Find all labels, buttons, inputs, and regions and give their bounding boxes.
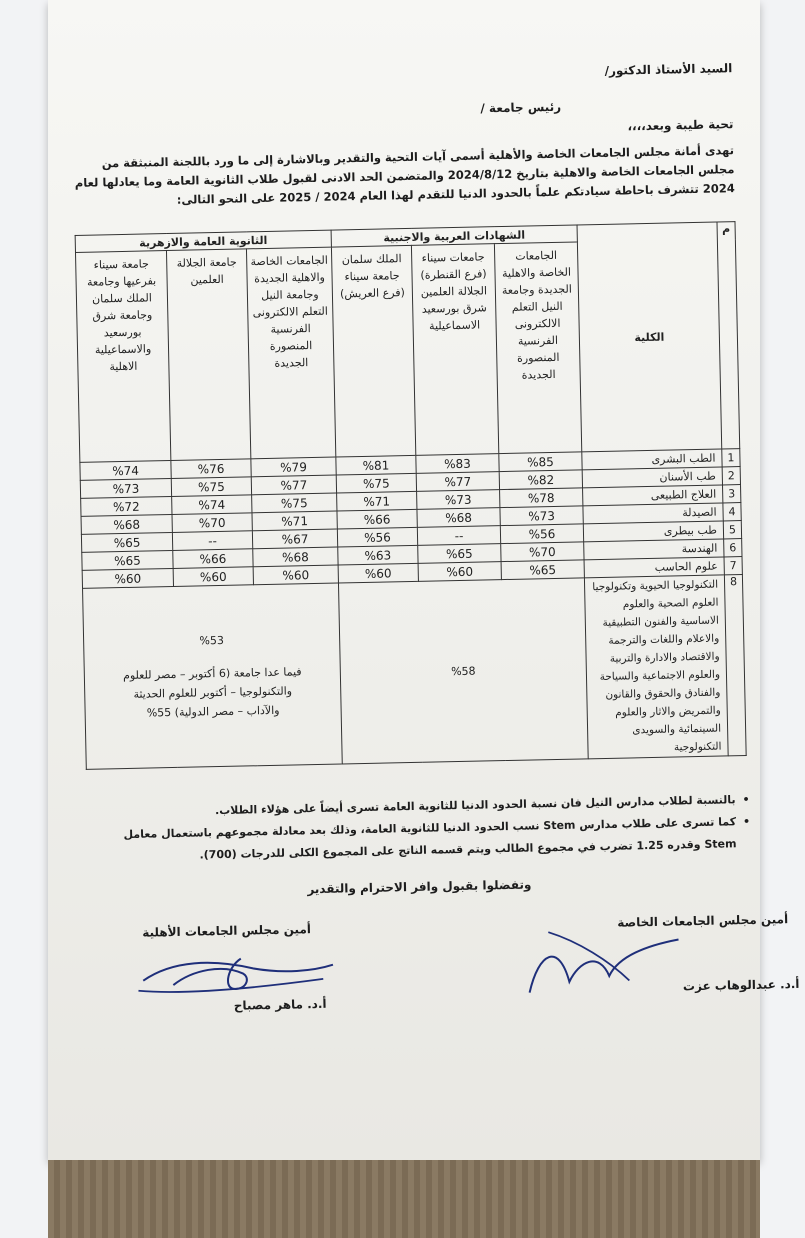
- row-index: 1: [722, 449, 740, 467]
- value-cell: %70: [501, 542, 584, 562]
- value-cell: %67: [252, 529, 337, 549]
- value-cell: %65: [82, 550, 173, 570]
- row-index: 3: [722, 485, 740, 503]
- value-cell: %71: [337, 491, 417, 511]
- signature-right-name: أ.د. عبدالوهاب عزت: [682, 976, 800, 994]
- value-cell: %66: [337, 509, 417, 529]
- value-cell: %65: [81, 532, 172, 552]
- signature-left-name: أ.د. ماهر مصباح: [233, 996, 327, 1013]
- value-cell: %65: [418, 544, 501, 564]
- thanaweya-value: %53: [199, 633, 225, 648]
- value-cell: %73: [417, 490, 500, 510]
- letter-page: [63, 0, 800, 1157]
- sub-header: جامعة سيناء بفرعيها وجامعة الملك سلمان وجامعة شرق بورسعيد والاسماعيلية الاهلية: [75, 251, 170, 463]
- value-cell: %78: [500, 488, 583, 508]
- faculty-name: علوم الحاسب: [584, 557, 724, 578]
- value-cell: %75: [252, 493, 337, 513]
- value-cell: %75: [336, 473, 416, 493]
- value-cell: %75: [171, 477, 251, 497]
- value-cell: %56: [337, 527, 417, 547]
- value-cell: %85: [499, 452, 582, 472]
- value-cell: --: [172, 531, 252, 551]
- table-row-other-faculties: [83, 575, 747, 770]
- col-faculty-header: الكلية: [577, 222, 722, 452]
- faculty-name: العلاج الطبيعى: [583, 485, 723, 506]
- row-index: 8: [724, 575, 746, 756]
- thanaweya-value-cell: [83, 583, 343, 769]
- salutation: السيد الأستاذ الدكتور/: [604, 61, 733, 78]
- group-foreign-header: الشهادات العربية والاجنبية: [331, 225, 577, 247]
- notes-list: [110, 789, 751, 868]
- value-cell: %60: [418, 562, 501, 582]
- row-index: 6: [724, 539, 742, 557]
- value-cell: %77: [416, 472, 499, 492]
- faculty-name: الهندسة: [584, 539, 724, 560]
- col-index-header: م: [717, 222, 740, 449]
- value-cell: %74: [80, 460, 171, 480]
- row-index: 7: [724, 557, 742, 575]
- admission-table: [75, 221, 747, 770]
- value-cell: %68: [417, 508, 500, 528]
- value-cell: %79: [251, 457, 336, 477]
- sub-header: جامعات سيناء (فرع القنطرة) الجلالة العلمين شرق بورسعيد الاسماعيلية: [411, 244, 498, 456]
- faculty-name: الطب البشرى: [582, 449, 722, 470]
- signature-right-title: أمين مجلس الجامعات الخاصة: [617, 912, 789, 930]
- value-cell: %60: [173, 567, 253, 587]
- sub-header: الملك سلمان جامعة سيناء (فرع العريش): [331, 245, 415, 457]
- value-cell: %74: [172, 495, 252, 515]
- value-cell: %68: [253, 547, 338, 567]
- value-cell: --: [417, 526, 500, 546]
- note-item: • كما تسرى على طلاب مدارس Stem نسب الحدود الدنيا للثانوية العامة، وذلك بعد معادلة مجموعهم باستعمال معامل Stem وقدره 1.25 تضرب في مجموع الطالب ويتم قسمه الناتج على المجموع الكلى للدرجات (700).: [110, 811, 751, 868]
- value-cell: %66: [173, 549, 253, 569]
- signature-left-title: أمين مجلس الجامعات الأهلية: [142, 922, 312, 940]
- value-cell: %72: [81, 496, 172, 516]
- value-cell: %81: [336, 455, 416, 475]
- body-paragraph: تهدى أمانة مجلس الجامعات الخاصة والأهلية أسمى آيات التحية والتقدير وبالاشارة إلى ما ورد باللجنة المنبثقة من مجلس الجامعات الخاصة والاهلية بتاريخ 2024/8/12 والمتضمن الحد الادنى لقبول طلاب الثانوية العامة وما يعادلها لعام 2024 تتشرف باحاطة سيادتكم علماً بالحدود الدنيا للتقدم لهذا العام 2024 / 2025 على النحو التالى:: [74, 143, 735, 207]
- value-cell: %60: [338, 563, 418, 583]
- foreign-value-cell: %58: [338, 578, 588, 764]
- value-cell: %82: [499, 470, 582, 490]
- value-cell: %60: [82, 568, 173, 588]
- row-index: 2: [722, 467, 740, 485]
- value-cell: %73: [80, 478, 171, 498]
- value-cell: %63: [338, 545, 418, 565]
- desk-surface: [48, 1160, 760, 1238]
- value-cell: %73: [500, 506, 583, 526]
- signature-left-scribble: [132, 937, 343, 1001]
- note-item: • بالنسبة لطلاب مدارس النيل فان نسبة الحدود الدنيا للثانوية العامة تسرى أيضاً على هؤلاء الطلاب.: [110, 789, 750, 824]
- closing-line: وتفضلوا بقبول وافر الاحترام والتقدير: [307, 877, 532, 897]
- faculty-name: التكنولوجيا الحيوية وتكنولوجيا العلوم الصحية والعلوم الاساسية والفنون التطبيقية والاعلام واللغات والترجمة والاقتصاد والادارة والتربية والعلوم الاجتماعية والسياحة والفنادق والحقوق والقانون والتمريض والاثار والعلوم السينمائية والسويدى التكنولوجية: [584, 575, 728, 759]
- sub-header: الجامعات الخاصة والاهلية الجديدة وجامعة النيل التعلم الالكترونى الفرنسية المنصورة الجديدة: [246, 247, 335, 459]
- value-cell: %70: [172, 513, 252, 533]
- faculty-name: طب الأسنان: [582, 467, 722, 488]
- value-cell: %68: [81, 514, 172, 534]
- faculty-name: طب بيطرى: [583, 521, 723, 542]
- group-thanaweya-header: الثانوية العامة والازهرية: [75, 230, 331, 252]
- thanaweya-note: فيما عدا جامعة (6 أكتوبر – مصر للعلوم والتكنولوجيا – أكتوبر للعلوم الحديثة والآداب – مصر الدولية) 55%: [122, 665, 302, 720]
- sub-header: جامعة الجلالة العلمين: [166, 249, 250, 461]
- value-cell: %56: [500, 524, 583, 544]
- sub-header: الجامعات الخاصة والاهلية الجديدة وجامعة النيل التعلم الالكترونى الفرنسية المنصورة الجديدة: [494, 242, 581, 454]
- value-cell: %60: [253, 565, 338, 585]
- value-cell: %76: [171, 459, 251, 479]
- paper-sheet: [48, 0, 800, 1160]
- value-cell: %77: [251, 475, 336, 495]
- signature-right-scribble: [508, 919, 690, 1003]
- row-index: 4: [723, 503, 741, 521]
- recipient: رئيس جامعة /: [480, 99, 562, 116]
- value-cell: %71: [252, 511, 337, 531]
- document-photo: [48, 0, 800, 1238]
- faculty-name: الصيدلة: [583, 503, 723, 524]
- row-index: 5: [723, 521, 741, 539]
- value-cell: %65: [501, 560, 584, 580]
- greeting: تحية طيبة وبعد،،،،: [627, 117, 734, 134]
- value-cell: %83: [416, 454, 499, 474]
